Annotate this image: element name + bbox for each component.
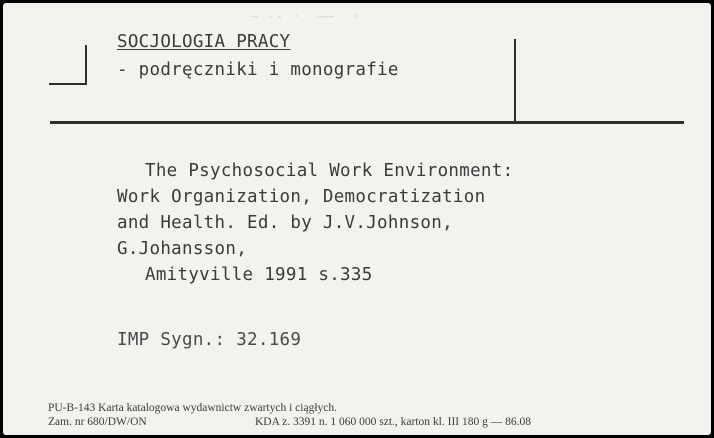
subject-heading: SOCJOLOGIA PRACY <box>117 32 291 52</box>
entry-line-1: The Psychosocial Work Environment: <box>145 161 514 181</box>
left-corner-vertical-rule <box>85 45 87 85</box>
left-corner-horizontal-rule <box>49 83 87 85</box>
entry-line-4: G.Johansson, <box>117 239 248 259</box>
header-divider-rule <box>50 121 684 124</box>
call-number: IMP Sygn.: 32.169 <box>117 330 302 350</box>
entry-line-5: Amityville 1991 s.335 <box>145 265 373 285</box>
subject-subheading: - podręczniki i monografie <box>117 60 399 80</box>
form-footer-order-number: Zam. nr 680/DW/ON <box>48 416 147 428</box>
right-vertical-rule <box>514 39 516 122</box>
entry-line-2: Work Organization, Democratization <box>117 187 486 207</box>
entry-line-3: and Health. Ed. by J.V.Johnson, <box>117 213 453 233</box>
form-footer-print-info: KDA z. 3391 n. 1 060 000 szt., karton kl. III 180 g — 86.08 <box>255 416 531 428</box>
form-footer-line-1: PU-B-143 Karta katalogowa wydawnictw zwartych i ciągłych. <box>48 402 338 414</box>
bleed-through-marks: ~ -- · ~~ · <box>233 9 360 25</box>
catalog-card <box>3 3 711 435</box>
